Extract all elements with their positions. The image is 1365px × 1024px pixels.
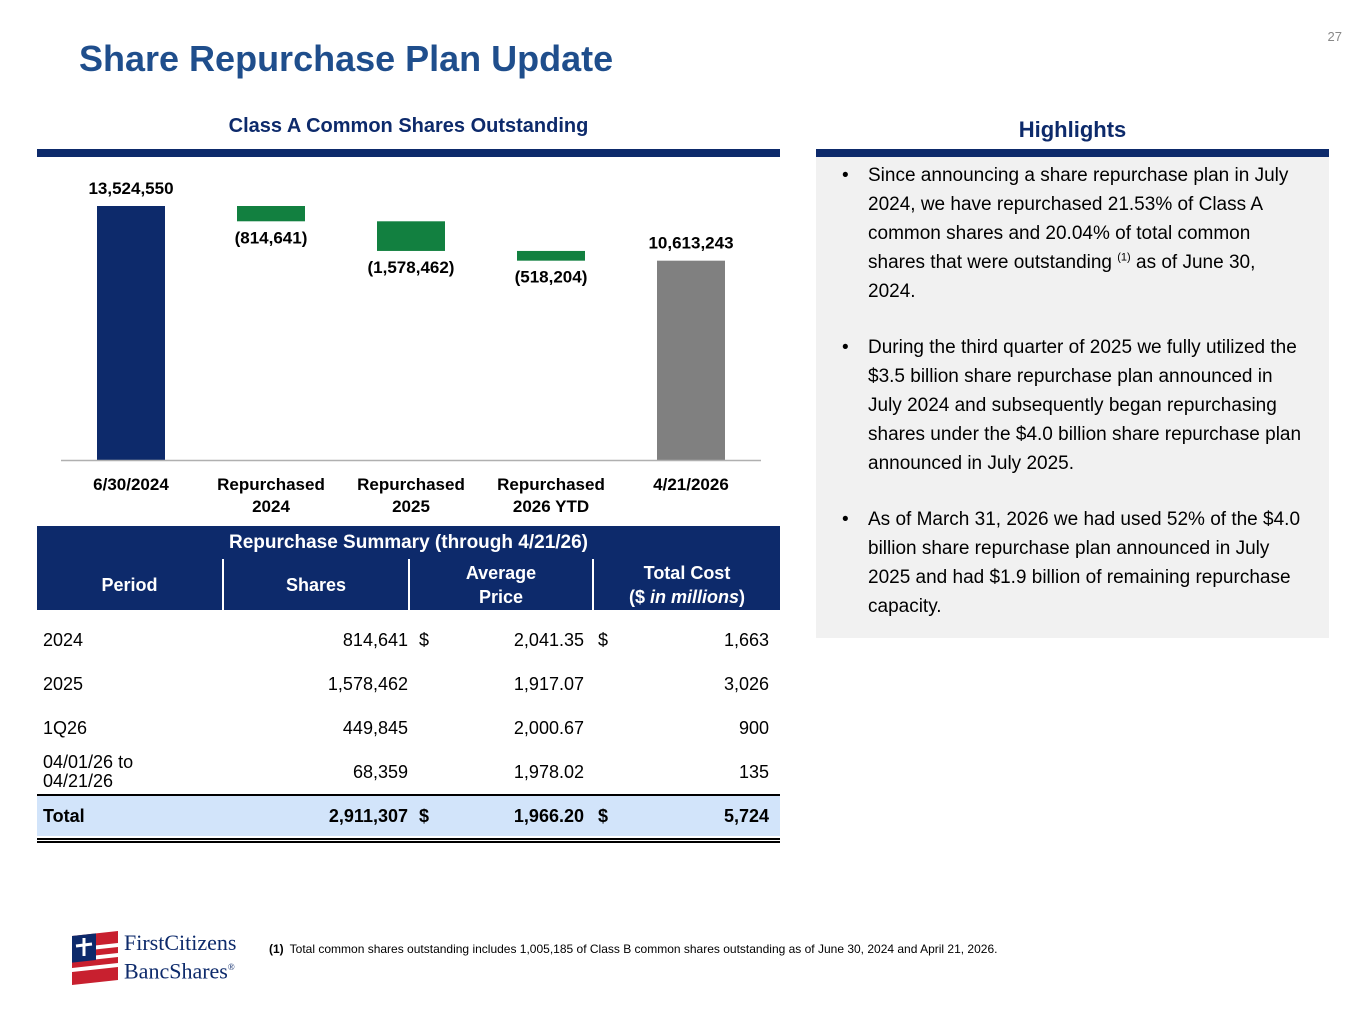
header-unit-italic: in millions <box>650 586 740 607</box>
data-label-4: 10,613,243 <box>648 233 734 253</box>
cell-cost: 3,026 <box>723 673 769 694</box>
header-average-price: Average Price <box>408 559 592 610</box>
page-title: Share Repurchase Plan Update <box>79 38 614 79</box>
waterfall-chart <box>37 160 780 520</box>
cell-price: 2,041.35 <box>513 629 584 650</box>
logo-wordmark <box>124 931 236 983</box>
category-label-1: 2024 <box>252 497 290 516</box>
highlight-text: Since announcing a share repurchase plan in July 2024, we have repurchased 21.53% of Class A common shares and 20.04% of total common shares that were outstanding <box>868 165 1289 273</box>
bullet-icon: • <box>842 509 849 530</box>
header-shares: Shares <box>222 559 408 610</box>
footnote-reference: (1) <box>1117 251 1131 264</box>
cell-cost: 1,663 <box>723 629 769 650</box>
cell-dollar-sign: $ <box>598 629 609 650</box>
company-logo <box>70 930 255 988</box>
chart-title: Class A Common Shares Outstanding <box>228 115 589 137</box>
cell-dollar-sign: $ <box>598 805 609 826</box>
cell-shares: 449,845 <box>342 717 408 738</box>
cell-period: 1Q26 <box>43 717 88 738</box>
highlight-text: During the third quarter of 2025 we fully utilized the $3.5 billion share repurchase plan announced in July 2024 and subsequently began repurchasing shares under the $4.0 billion share repurchase plan announced in July 2025. <box>868 337 1302 474</box>
highlight-item <box>838 505 1303 621</box>
data-label-3: (518,204) <box>514 267 588 287</box>
highlight-text: As of March 31, 2026 we had used 52% of the $4.0 billion share repurchase plan announced in July 2025 and had $1.9 billion of remaining repurchase capacity. <box>868 509 1301 617</box>
cell-period: 2024 <box>43 629 84 650</box>
highlights-panel <box>816 157 1329 638</box>
header-total-cost-unit <box>629 585 745 609</box>
cell-price: 1,966.20 <box>513 805 584 826</box>
bar-2 <box>377 221 445 251</box>
table-body <box>37 618 780 843</box>
highlight-text-tail: as of June 30, 2024. <box>868 252 1256 302</box>
table-title: Repurchase Summary (through 4/21/26) <box>37 526 780 559</box>
bar-0 <box>97 206 165 460</box>
header-period: Period <box>37 559 222 610</box>
bullet-icon: • <box>842 337 849 358</box>
cell-period: 2025 <box>43 673 84 694</box>
table-row <box>37 618 780 662</box>
logo-line-2 <box>124 955 236 983</box>
cell-cost: 135 <box>738 761 769 782</box>
category-label-3: 2026 YTD <box>512 497 590 516</box>
cell-shares: 68,359 <box>352 761 408 782</box>
data-label-1: (814,641) <box>234 228 308 248</box>
header-total-cost <box>592 559 780 610</box>
flag-logo-icon <box>70 930 122 986</box>
category-label-0: 6/30/2024 <box>93 475 169 494</box>
category-label-2: 2025 <box>392 497 430 516</box>
highlight-item <box>838 333 1303 478</box>
cell-price: 1,917.07 <box>513 673 584 694</box>
highlights-rule <box>816 149 1329 157</box>
table-row <box>37 706 780 750</box>
total-double-rule <box>37 838 780 843</box>
cell-period: 04/01/26 to 04/21/26 <box>43 752 134 791</box>
cell-shares: 814,641 <box>342 629 408 650</box>
highlights-list <box>838 161 1303 648</box>
highlight-item <box>838 161 1303 306</box>
category-label-4: 4/21/2026 <box>653 475 729 494</box>
bar-3 <box>517 251 585 261</box>
cell-dollar-sign: $ <box>419 629 430 650</box>
data-label-2: (1,578,462) <box>367 257 455 277</box>
category-label-3: Repurchased <box>497 475 605 494</box>
footnote-marker: (1) <box>269 942 284 956</box>
cell-period: Total <box>43 805 85 826</box>
chart-title-rule <box>37 149 780 157</box>
table-row <box>37 750 780 794</box>
bar-1 <box>237 206 305 221</box>
header-total-cost-main: Total Cost <box>643 562 731 583</box>
logo-line-1: FirstCitizens <box>124 930 237 955</box>
cell-dollar-sign: $ <box>419 805 430 826</box>
cell-cost: 5,724 <box>723 805 769 826</box>
registered-mark: ® <box>227 962 235 972</box>
category-label-1: Repurchased <box>217 475 325 494</box>
page-number: 27 <box>1327 29 1342 44</box>
header-unit-post: ) <box>739 586 746 607</box>
bullet-icon: • <box>842 165 849 186</box>
cell-shares: 2,911,307 <box>328 805 408 826</box>
repurchase-summary-table <box>37 526 780 843</box>
cell-price: 1,978.02 <box>513 761 584 782</box>
table-row <box>37 662 780 706</box>
table-header-row <box>37 559 780 610</box>
table-total-row <box>37 794 780 836</box>
cell-price: 2,000.67 <box>513 717 584 738</box>
data-label-0: 13,524,550 <box>88 179 174 198</box>
cell-shares: 1,578,462 <box>327 673 408 694</box>
cell-cost: 900 <box>738 717 769 738</box>
category-label-2: Repurchased <box>357 475 465 494</box>
footnote <box>269 942 997 956</box>
logo-line-2-text: BancShares <box>124 958 228 984</box>
bar-4 <box>657 261 725 460</box>
footnote-text: Total common shares outstanding includes 1,005,185 of Class B common shares outstanding as of June 30, 2024 and April 21, 2026. <box>289 942 998 956</box>
highlights-title: Highlights <box>1018 117 1127 142</box>
header-unit-pre: ($ <box>628 586 650 607</box>
